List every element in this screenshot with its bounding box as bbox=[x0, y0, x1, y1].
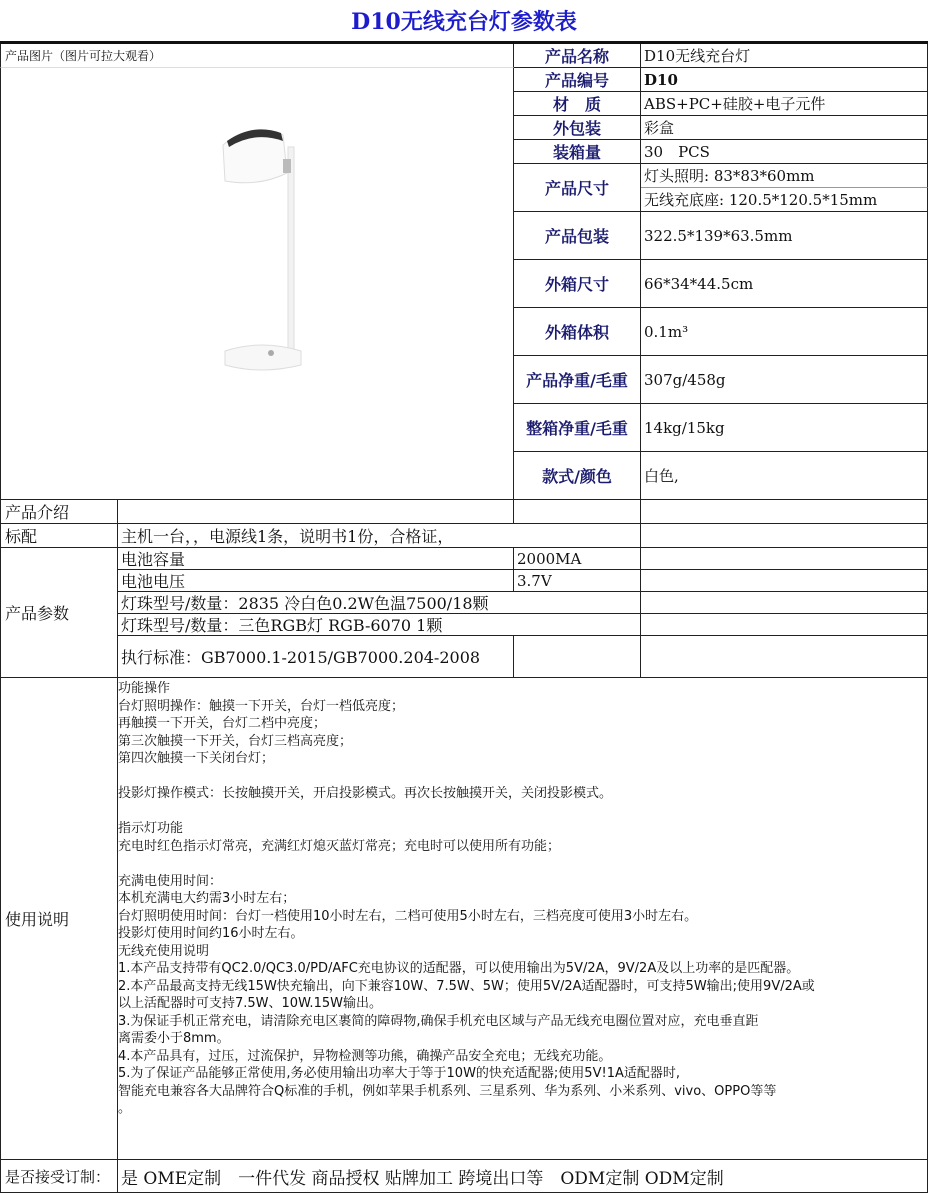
execution-standard: 执行标准：GB7000.1-2015/GB7000.204-2008 bbox=[118, 636, 514, 678]
spec-value: D10 bbox=[641, 68, 928, 92]
spec-value: ABS+PC+硅胶+电子元件 bbox=[641, 92, 928, 116]
usage-label: 使用说明 bbox=[0, 678, 118, 1160]
spec-value: 30 PCS bbox=[641, 140, 928, 164]
page-title: D10无线充台灯参数表 bbox=[0, 0, 928, 44]
customization-options: 是 OME定制 一件代发 商品授权 贴牌加工 跨境出口等 ODM定制 ODM定制 bbox=[118, 1160, 928, 1193]
battery-capacity-label: 电池容量 bbox=[118, 548, 514, 570]
spec-label: 材 质 bbox=[514, 92, 641, 116]
spec-label: 产品包装 bbox=[514, 212, 641, 260]
standard-label: 标配 bbox=[0, 524, 118, 548]
image-caption: 产品图片（图片可拉大观看） bbox=[0, 44, 514, 68]
lamp-image bbox=[1, 69, 513, 499]
spec-value: 14kg/15kg bbox=[641, 404, 928, 452]
standard-accessories: 主机一台，，电源线1条，说明书1份，合格证， bbox=[118, 524, 641, 548]
spec-label: 产品净重/毛重 bbox=[514, 356, 641, 404]
spec-value: 白色, bbox=[641, 452, 928, 500]
spec-value: D10无线充台灯 bbox=[641, 44, 928, 68]
spec-value: 彩盒 bbox=[641, 116, 928, 140]
params-label: 产品参数 bbox=[0, 548, 118, 678]
spec-label: 款式/颜色 bbox=[514, 452, 641, 500]
spec-label: 外箱体积 bbox=[514, 308, 641, 356]
spec-value: 0.1m³ bbox=[641, 308, 928, 356]
spec-label: 产品名称 bbox=[514, 44, 641, 68]
usage-instructions: 功能操作 台灯照明操作：触摸一下开关，台灯一档低亮度； 再触摸一下开关，台灯二档中亮度； 第三次触摸一下开关，台灯三档高亮度； 第四次触摸一下关闭台灯； 投影灯操作模式：长按触摸开关，开启投影模式。再次长按触摸开关，关闭投影模式。 指示灯功能 充电时红色指示灯常亮，充满红灯熄灭蓝灯常亮；充电时可以使用所有功能； 充满电使用时间： 本机充满电大约需3小时左右； 台灯照明使用时间：台灯一档使用10小时左右，二档可使用5小时左右，三档亮度可使用3小时左右。 投影灯使用时间约16小时左右。 无线充使用说明 1.本产品支持带有QC2.0/QC3.0/PD/AFC充电协议的适配器，可以使用输出为5V/2A，9V/2A及以上功率的是匹配器。 2.本产品最高支持无线15W快充输出，向下兼容10W、7.5W、5W；使用5V/2A适配器时，可支持5W输出;使用9V/2A或 以上活配器时可支持7.5W、10W.15W输出。 3.为保证手机正常充电，请清除充电区裹简的障碍物,确保手机充电区域与产品无线充电圈位置对应，充电垂直距 离需委小于8mm。 4.本产品具有，过压，过流保护，异物检测等功熊，确操产品安全充电；无线充功能。 5.为了保证产品能够正常使用,务必使用输出功率大于等于10W的快充适配器;使用5V!1A适配器时, 智能充电兼容各大品牌符合Q标准的手机，例如苹果手机系列、三星系列、华为系列、小米系列、vivo、OPPO等等 。 bbox=[118, 681, 815, 1116]
product-image[interactable] bbox=[0, 68, 514, 500]
battery-voltage-label: 电池电压 bbox=[118, 570, 514, 592]
spec-label: 外箱尺寸 bbox=[514, 260, 641, 308]
led-spec-2: 灯珠型号/数量：三色RGB灯 RGB-6070 1颗 bbox=[118, 614, 641, 636]
spec-value: 灯头照明: 83*83*60mm bbox=[641, 164, 928, 188]
spec-value: 322.5*139*63.5mm bbox=[641, 212, 928, 260]
spec-label: 装箱量 bbox=[514, 140, 641, 164]
spec-value: 66*34*44.5cm bbox=[641, 260, 928, 308]
battery-capacity: 2000MA bbox=[514, 548, 641, 570]
led-spec-1: 灯珠型号/数量：2835 冷白色0.2W色温7500/18颗 bbox=[118, 592, 641, 614]
spec-label: 产品编号 bbox=[514, 68, 641, 92]
customization-label: 是否接受订制： bbox=[0, 1160, 118, 1193]
intro-label: 产品介绍 bbox=[0, 500, 118, 524]
spec-label: 产品尺寸 bbox=[514, 164, 641, 212]
spec-value: 无线充底座: 120.5*120.5*15mm bbox=[641, 188, 928, 212]
spec-value: 307g/458g bbox=[641, 356, 928, 404]
battery-voltage: 3.7V bbox=[514, 570, 641, 592]
spec-label: 外包装 bbox=[514, 116, 641, 140]
spec-label: 整箱净重/毛重 bbox=[514, 404, 641, 452]
